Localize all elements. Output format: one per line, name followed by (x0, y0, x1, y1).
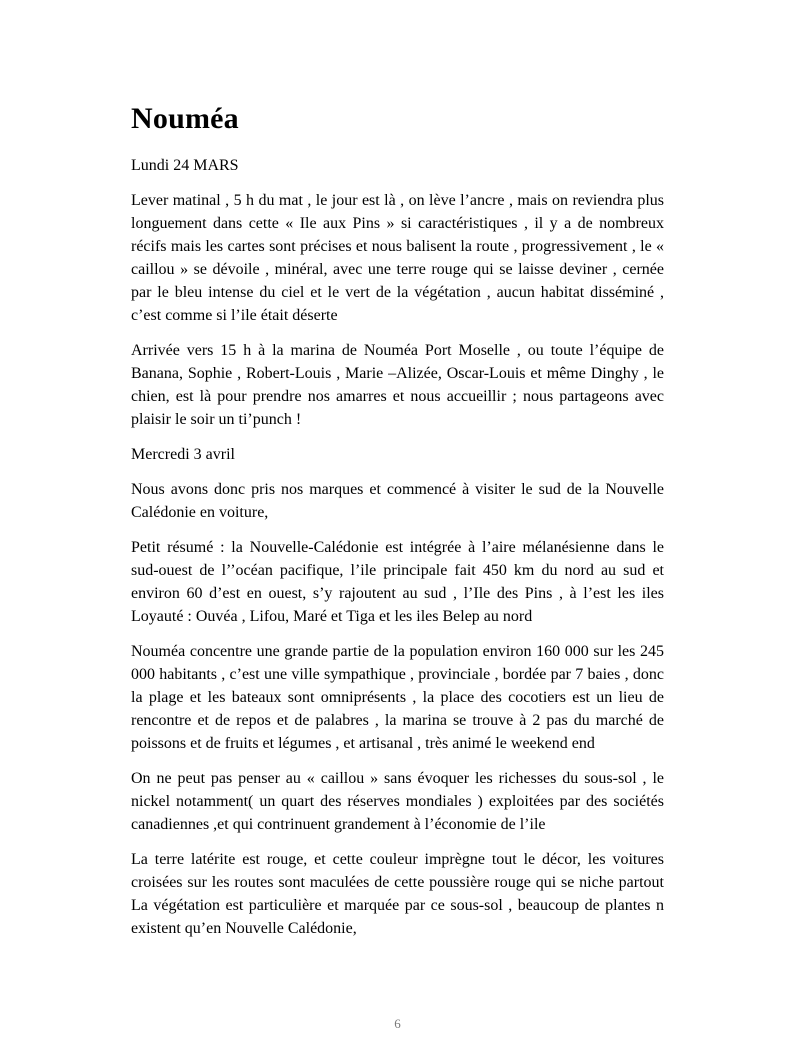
paragraph-6: On ne peut pas penser au « caillou » sans évoquer les richesses du sous-sol , le nickel notamment( un quart des réserves mondiales ) exploitées par des sociétés canadiennes ,et qui contrinuent grandement à l’économie de l’ile (131, 770, 664, 833)
paragraph-5: Nouméa concentre une grande partie de la population environ 160 000 sur les 245 000 habitants , c’est une ville sympathique , provinciale , bordée par 7 baies , donc la plage et les bateaux sont omniprésents , la place des cocotiers est un lieu de rencontre et de repos et de palabres , la marina se trouve à 2 pas du marché de poissons et de fruits et légumes , et artisanal , très animé le weekend end (131, 643, 664, 752)
paragraph-4: Petit résumé : la Nouvelle-Calédonie est intégrée à l’aire mélanésienne dans le sud-ouest de l’’océan pacifique, l’ile principale fait 450 km du nord au sud et environ 60 d’est en ouest, s’y rajoutent au sud , l’Ile des Pins , à l’est les iles Loyauté : Ouvéa , Lifou, Maré et Tiga et les iles Belep au nord (131, 539, 664, 625)
paragraph-7: La terre latérite est rouge, et cette couleur imprègne tout le décor, les voitures croisées sur les routes sont maculées de cette poussière rouge qui se niche partout La végétation est particulière et marquée par ce sous-sol , beaucoup de plantes n existent qu’en Nouvelle Calédonie, (131, 851, 664, 937)
paragraph-3: Nous avons donc pris nos marques et commencé à visiter le sud de la Nouvelle Calédonie en voiture, (131, 481, 664, 521)
entry-date-1: Lundi 24 MARS (131, 157, 239, 174)
paragraph-2: Arrivée vers 15 h à la marina de Nouméa Port Moselle , ou toute l’équipe de Banana, Sophie , Robert-Louis , Marie –Alizée, Oscar-Louis et même Dinghy , le chien, est là pour prendre nos amarres et nous accueillir ; nous partageons avec plaisir le soir un ti’punch ! (131, 342, 664, 428)
page-number: 6 (394, 1016, 401, 1031)
document-page (131, 98, 664, 940)
paragraph-1: Lever matinal , 5 h du mat , le jour est là , on lève l’ancre , mais on reviendra plus longuement dans cette « Ile aux Pins » si caractéristiques , il y a de nombreux récifs mais les cartes sont précises et nous balisent la route , progressivement , le « caillou » se dévoile , minéral, avec une terre rouge qui se laisse deviner , cernée par le bleu intense du ciel et le vert de la végétation , aucun habitat disséminé , c’est comme si l’ile était déserte (131, 192, 664, 324)
page-title: Nouméa (131, 102, 239, 135)
entry-date-2: Mercredi 3 avril (131, 446, 235, 463)
